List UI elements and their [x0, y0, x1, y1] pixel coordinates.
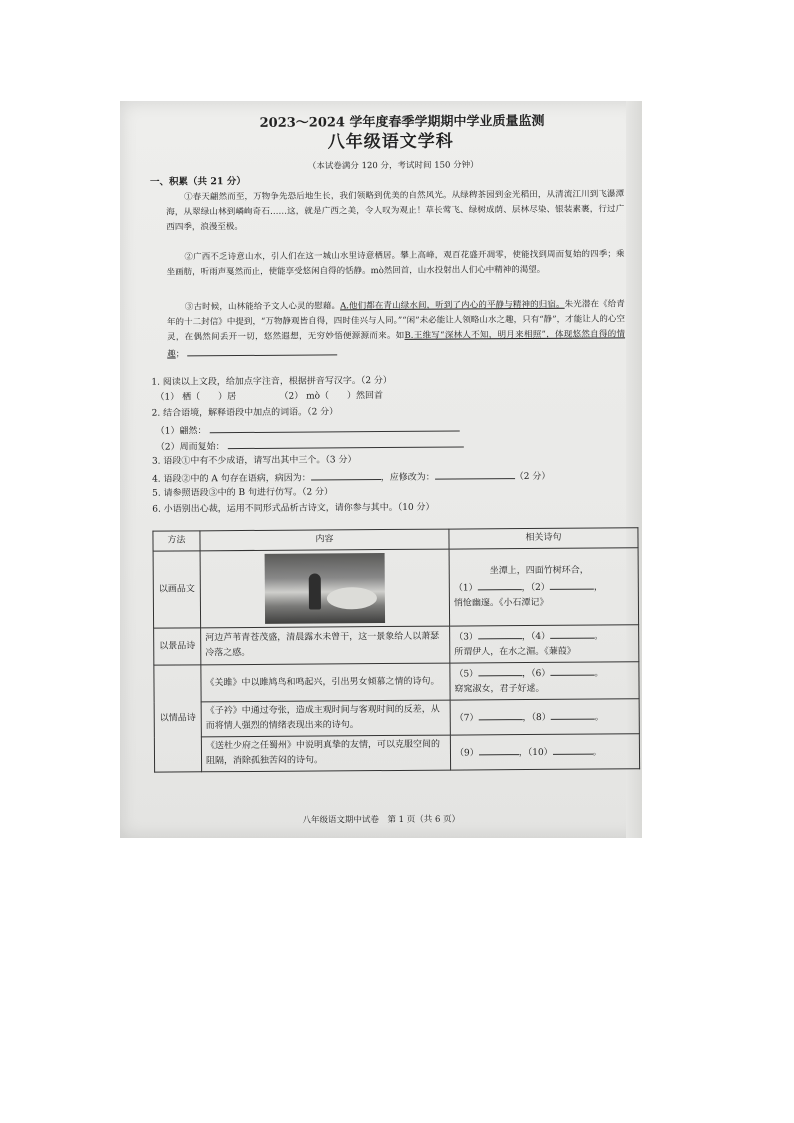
exam-note: （本试卷满分 120 分，考试时间 150 分钟）: [307, 160, 479, 172]
paragraph-3-middle: 朱光潜在《给青年的十二封信》中提到，“万物静观皆自得，四时佳兴与人同。”“闲”未必能让人领略山水之趣，只有“静”，才能让人的心空灵，在偶然间丢开一切，悠然遐想，无穷妙悟便源源而来。如: [166, 299, 625, 343]
table-row: [153, 548, 639, 628]
content-cell: 河边芦苇青苍茂盛，清晨露水未曾干，这一景象给人以萧瑟冷落之感。: [201, 626, 450, 665]
question-5: 5. 请参照语段③中的 B 句进行仿写。（2 分）: [152, 487, 334, 499]
sentence-b: B.王维写“深林人不知，明月来相照”，体现悠然自得的情趣: [167, 329, 626, 360]
poem-line: 窈窕淑女，君子好逑。: [454, 683, 545, 695]
answer-blank-5[interactable]: [478, 665, 522, 676]
poetry-table: [152, 527, 640, 772]
poem-label: ，（6）: [522, 668, 551, 680]
poem-label: （1）: [453, 582, 478, 594]
question-1-item-2: （2） mò（ ）然回首: [279, 391, 384, 402]
question-1: 1. 阅读以上文段，给加点字注音，根据拼音写汉字。（2 分）: [151, 375, 392, 388]
paragraph-3: [167, 297, 625, 362]
poem-label: ，（8）: [522, 712, 551, 723]
answer-blank-6[interactable]: [550, 665, 594, 676]
method-cell: 以画品文: [153, 551, 201, 628]
table-row: [154, 662, 639, 702]
question-4: [152, 468, 550, 488]
answer-blank-2[interactable]: [550, 578, 594, 589]
section-heading: 一、积累（共 21 分）: [149, 175, 246, 188]
table-row: [154, 625, 639, 665]
poem-line-blanks: [455, 743, 635, 761]
exam-title-year: 2023～2024 学年度春季学期期中学业质量监测: [259, 113, 545, 131]
poem-line-blanks: [454, 578, 634, 596]
paragraph-3-intro: ③古时候，山林能给予文人心灵的慰藉。: [184, 301, 341, 313]
question-2-item-2-label: （2）周而复始：: [155, 442, 225, 453]
method-cell: 以景品诗: [154, 628, 201, 665]
answer-blank-3[interactable]: [478, 628, 522, 639]
poem-punct: 。: [594, 712, 604, 723]
content-cell: 《关雎》中以雎鸠鸟和鸣起兴，引出男女倾慕之情的诗句。: [201, 663, 450, 702]
poem-cell: [450, 734, 639, 770]
paragraph-1: ①春天翩然而至，万物争先恐后地生长，我们领略到优美的自然风光。从绿稗茶园到金光稻田，从清流江川到飞瀑潭海，从翠绿山林到嶙峋奇石……这，就是广西之美，令人叹为观止！草长莺飞、绿树成荫、层林尽染、银装素裹，行过广西四季，浪漫至极。: [166, 189, 625, 233]
question-4-fix-label: ，应修改为：: [380, 472, 435, 484]
header-content: 内容: [200, 529, 449, 551]
question-4-prompt: 4. 语段②中的 A 句存在语病，病因为：: [152, 473, 311, 485]
figure-shape: [309, 573, 321, 609]
answer-blank-q4-cause[interactable]: [311, 469, 381, 480]
poem-punct: 。: [594, 631, 604, 642]
answer-blank-q4-fix[interactable]: [435, 468, 515, 480]
poem-line-blanks: [454, 664, 634, 682]
poem-label: ，（2）: [521, 582, 550, 593]
question-4-score: （2 分）: [514, 471, 551, 483]
answer-blank-10[interactable]: [553, 743, 593, 754]
answer-blank-q2-2[interactable]: [227, 436, 463, 449]
poem-label: （9）: [454, 747, 479, 759]
poem-line-blanks: [454, 627, 634, 645]
table-row: [154, 734, 639, 772]
content-cell: 《子衿》中通过夸张，造成主观时间与客观时间的反差，从而将情人强烈的情绪表现出来的诗句。: [201, 700, 450, 737]
paragraph-3-end: ；: [175, 349, 185, 360]
method-cell: 以情品诗: [154, 665, 202, 772]
header-method: 方法: [153, 531, 200, 551]
answer-blank-9[interactable]: [479, 744, 519, 755]
poem-label: （3）: [454, 632, 478, 643]
landscape-illustration: [265, 553, 385, 624]
content-cell: 《送杜少府之任蜀州》中说明真挚的友情，可以克服空间的阻隔，消除孤独苦闷的诗句。: [201, 735, 450, 772]
page-footer: 八年级语文期中试卷 第 1 页（共 6 页）: [302, 814, 461, 826]
answer-blank-q2-1[interactable]: [209, 421, 459, 434]
table-row: [154, 699, 639, 737]
answer-blank-4[interactable]: [550, 628, 594, 639]
poem-line: 所谓伊人，在水之湄。《蒹葭》: [454, 646, 576, 658]
scanned-page-photo: [120, 101, 642, 838]
poem-label: ，（10）: [518, 747, 553, 758]
question-2: 2. 结合语境，解释语段中加点的词语。（2 分）: [151, 407, 339, 419]
poem-cell: [449, 548, 639, 626]
rock-shape: [327, 587, 377, 609]
content-image-cell: [200, 549, 450, 628]
poem-cell: [450, 699, 639, 735]
poem-punct: ，: [593, 582, 603, 593]
question-6: 6. 小语别出心裁，运用不同形式品析古诗文，请你参与其中。（10 分）: [152, 502, 435, 515]
exam-sheet: [147, 107, 630, 830]
poem-cell: [450, 625, 639, 663]
poem-line: 悄怆幽邃。《小石潭记》: [453, 597, 549, 609]
answer-blank-8[interactable]: [551, 708, 595, 719]
poem-label: （5）: [454, 669, 479, 680]
poem-label: （7）: [454, 712, 479, 724]
question-1-item-1: （1） 栖（ ）居: [155, 392, 237, 403]
paragraph-2: ②广西不乏诗意山水，引人们在这一城山水里诗意栖居。攀上高峰，观百花盛开凋零，使能找到周而复始的四季；乘坐画舫，听雨声戛然而止，使能享受悠闲自得的恬静。mò然回首，山水投射出人们心中精神的渴望。: [166, 249, 625, 278]
answer-blank-7[interactable]: [478, 709, 522, 720]
answer-blank-1[interactable]: [478, 579, 522, 590]
question-3: 3. 语段①中有不少成语，请写出其中三个。（3 分）: [151, 455, 357, 467]
sentence-a: A.他们都在青山绿水间，听到了内心的平静与精神的归宿。: [340, 299, 565, 312]
header-poems: 相关诗句: [449, 528, 638, 549]
question-2-item-1-label: （1）翩然：: [155, 426, 207, 437]
poem-cell: [450, 662, 639, 700]
poem-punct: 。: [592, 747, 602, 758]
exam-title-subject: 八年级语文学科: [327, 131, 454, 153]
poem-line: 坐潭上，四面竹树环合，: [489, 565, 589, 576]
imitation-blank[interactable]: [187, 344, 337, 356]
poem-punct: 。: [594, 668, 604, 679]
poem-label: ，（4）: [521, 631, 551, 643]
poem-line-blanks: [455, 708, 635, 726]
